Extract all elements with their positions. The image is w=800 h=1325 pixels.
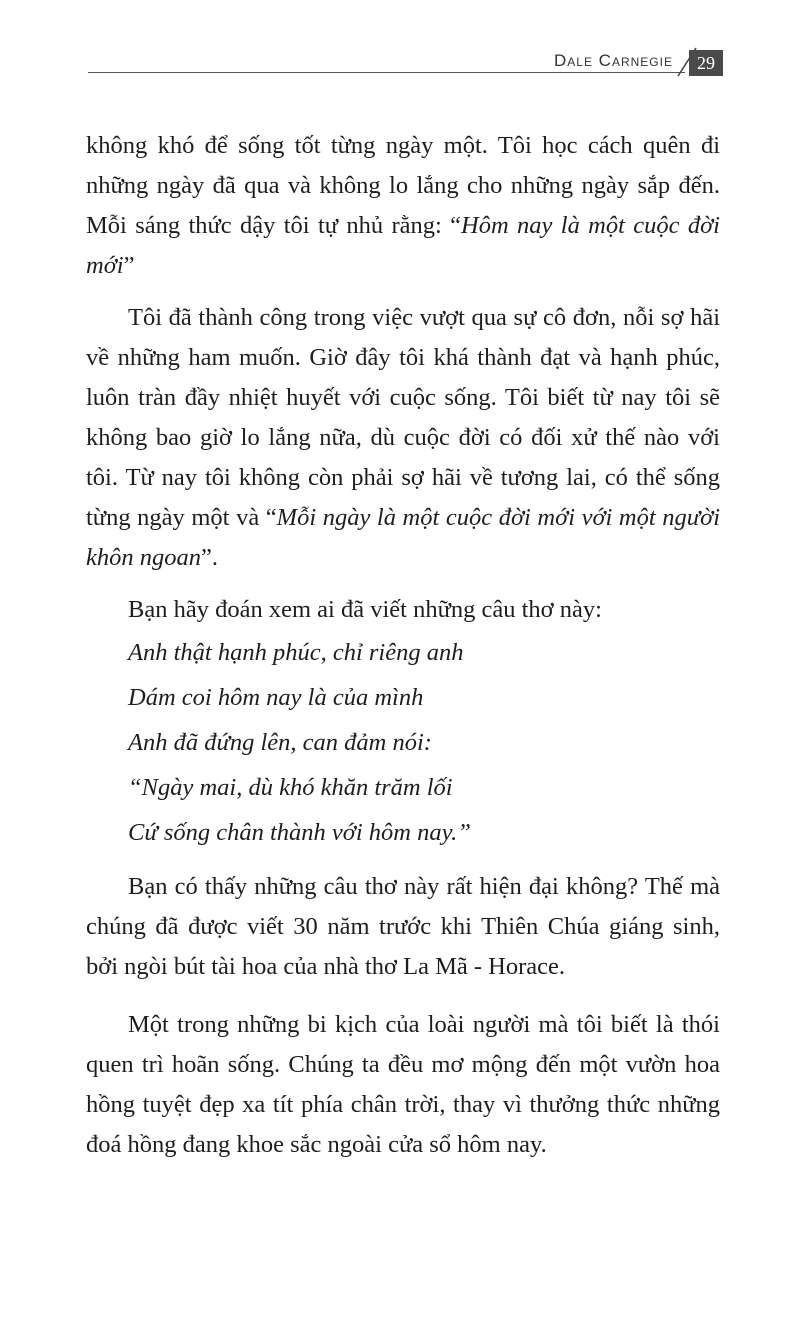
header-rule — [88, 72, 685, 73]
paragraph-2: Tôi đã thành công trong việc vượt qua sự cô đơn, nỗi sợ hãi về những ham muốn. Giờ đây tôi khá thành đạt và hạnh phúc, luôn tràn đầy nhiệt huyết với cuộc sống. Tôi biết từ nay tôi sẽ không bao giờ lo lắng nữa, dù cuộc đời có đối xử thế nào với tôi. Từ nay tôi không còn phải sợ hãi về tương lai, có thể sống từng ngày một và “Mỗi ngày là một cuộc đời mới với một người khôn ngoan”. — [86, 304, 720, 571]
body-text — [86, 126, 720, 1165]
poem-line: “Ngày mai, dù khó khăn trăm lối — [128, 774, 453, 801]
running-header-author: Dale Carnegie — [554, 51, 673, 70]
poem-line: Anh thật hạnh phúc, chỉ riêng anh — [128, 639, 464, 666]
poem — [86, 630, 720, 855]
poem-line: Cứ sống chân thành với hôm nay.” — [128, 819, 471, 846]
poem-line: Dám coi hôm nay là của mình — [128, 684, 424, 711]
page-number: 29 — [689, 50, 723, 76]
paragraph-1: không khó để sống tốt từng ngày một. Tôi học cách quên đi những ngày đã qua và không lo lắng cho những ngày sắp đến. Mỗi sáng thức dậy tôi tự nhủ rằng: “Hôm nay là một cuộc đời mới” — [86, 132, 720, 279]
italic-quote: Hôm nay là một cuộc đời mới — [86, 212, 720, 279]
italic-quote: Mỗi ngày là một cuộc đời mới với một người khôn ngoan — [86, 504, 720, 571]
paragraph-5: Một trong những bi kịch của loài người mà tôi biết là thói quen trì hoãn sống. Chúng ta đều mơ mộng đến một vườn hoa hồng tuyệt đẹp xa tít phía chân trời, thay vì thưởng thức những đoá hồng đang khoe sắc ngoài cửa sổ hôm nay. — [86, 1011, 720, 1158]
poem-line: Anh đã đứng lên, can đảm nói: — [128, 729, 432, 756]
running-header — [0, 0, 800, 80]
paragraph-3: Bạn hãy đoán xem ai đã viết những câu thơ này: — [128, 596, 602, 623]
paragraph-4: Bạn có thấy những câu thơ này rất hiện đại không? Thế mà chúng đã được viết 30 năm trước khi Thiên Chúa giáng sinh, bởi ngòi bút tài hoa của nhà thơ La Mã - Horace. — [86, 873, 720, 980]
